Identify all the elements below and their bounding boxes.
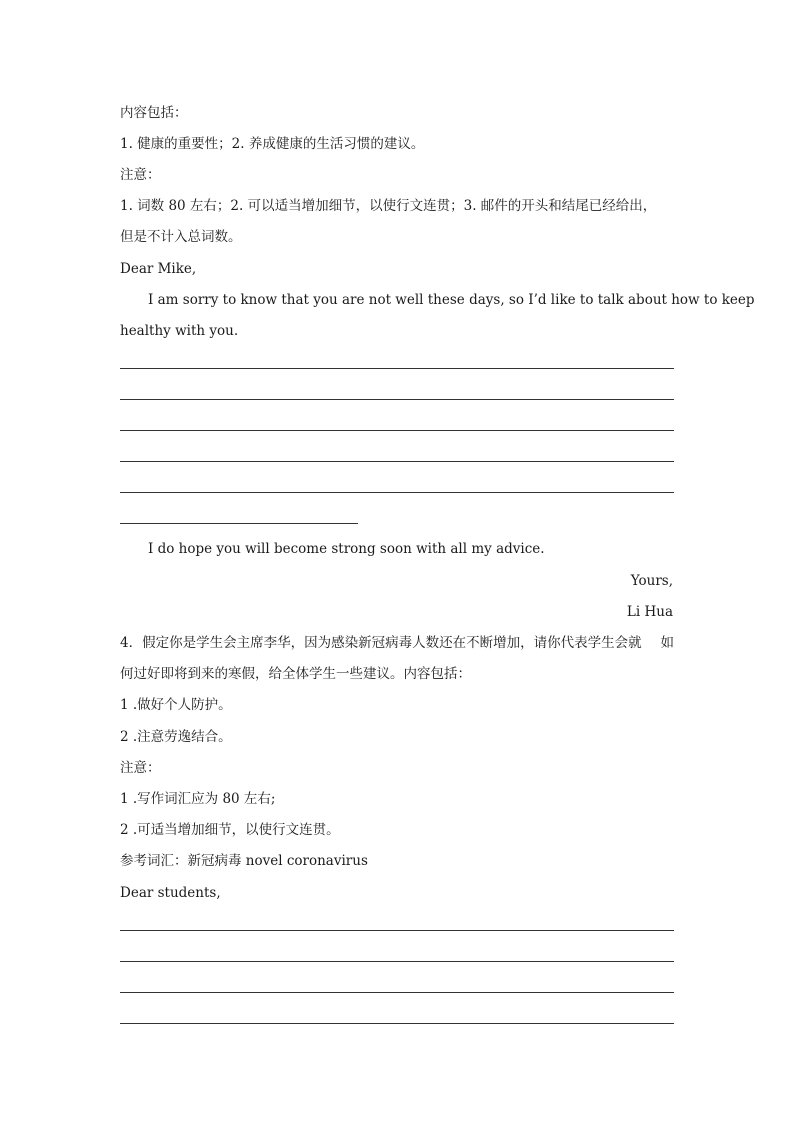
question-4-prompt-text: 如 [660, 635, 674, 651]
question-4-prompt-text: 4．假定你是学生会主席李华，因为感染新冠病毒人数还在不断增加，请你代表学生会就 [120, 635, 642, 651]
notes-line-1: 1. 词数 80 左右；2. 可以适当增加细节，以使行文连贯；3. 邮件的开头和结尾已经给出， [120, 198, 657, 214]
question-4-note-2: 2 .可适当增加细节，以使行文连贯。 [120, 822, 340, 838]
answer-line[interactable] [120, 1023, 674, 1024]
content-label: 内容包括： [120, 105, 188, 121]
question-4-item-1: 1 .做好个人防护。 [120, 697, 232, 713]
letter-closing: I do hope you will become strong soon with all my advice. [148, 541, 545, 557]
answer-line[interactable] [120, 399, 674, 400]
letter-signoff: Yours, [630, 573, 673, 589]
question-4-vocab: 参考词汇：新冠病毒 novel coronavirus [120, 853, 368, 869]
answer-line[interactable] [120, 961, 674, 962]
letter-salutation: Dear Mike, [120, 261, 197, 277]
question-4-notes-label: 注意： [120, 760, 161, 776]
notes-label: 注意： [120, 167, 161, 183]
content-items: 1. 健康的重要性；2. 养成健康的生活习惯的建议。 [120, 136, 425, 152]
answer-line[interactable] [120, 430, 674, 431]
notes-line-2: 但是不计入总词数。 [120, 229, 242, 245]
letter-signature: Li Hua [626, 604, 673, 620]
answer-line[interactable] [120, 930, 674, 931]
answer-line[interactable] [120, 461, 674, 462]
question-4-item-2: 2 .注意劳逸结合。 [120, 729, 232, 745]
letter-opening-line-2: healthy with you. [120, 323, 239, 339]
question-4-note-1: 1 .写作词汇应为 80 左右; [120, 791, 276, 807]
letter-opening-line-1: I am sorry to know that you are not well these days, so I’d like to talk about how to keep [148, 292, 755, 308]
question-4-salutation: Dear students, [120, 885, 221, 901]
question-4-prompt-line-1 [120, 634, 674, 652]
answer-line[interactable] [120, 992, 674, 993]
question-4-prompt-line-2: 何过好即将到来的寒假，给全体学生一些建议。内容包括： [120, 666, 471, 682]
answer-line[interactable] [120, 523, 358, 524]
answer-line[interactable] [120, 368, 674, 369]
answer-line[interactable] [120, 492, 674, 493]
